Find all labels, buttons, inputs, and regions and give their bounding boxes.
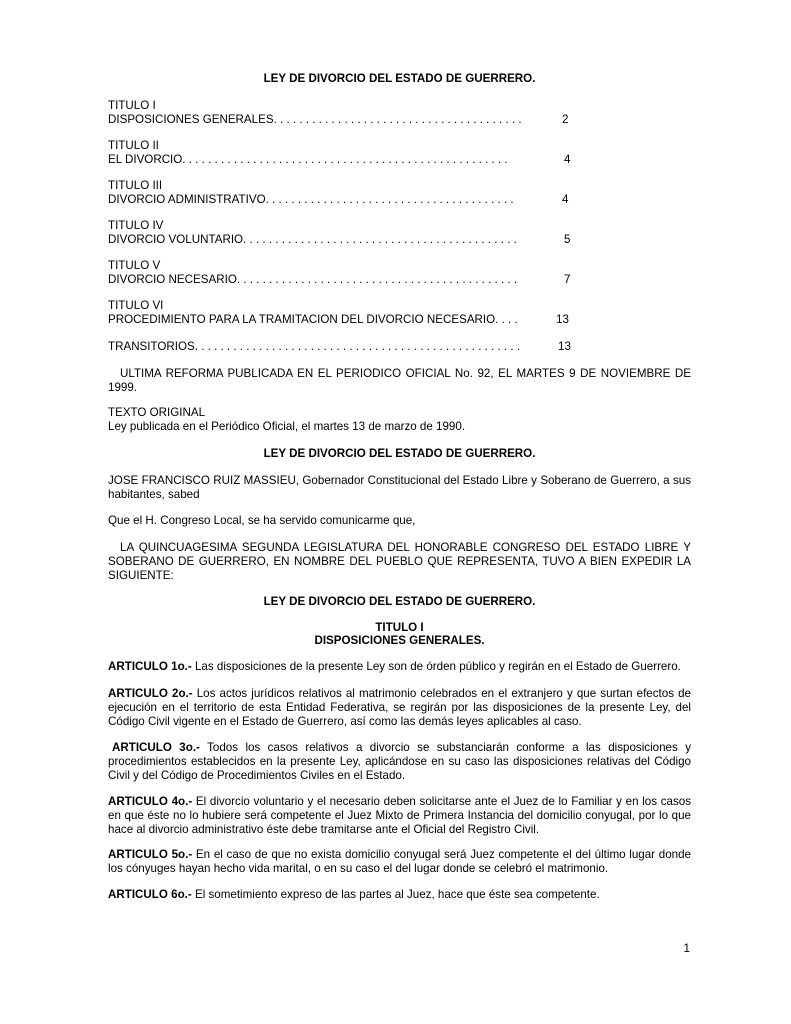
texto-original-text: Ley publicada en el Periódico Oficial, el martes 13 de marzo de 1990. <box>108 420 466 433</box>
toc-title: TITULO V <box>108 259 161 272</box>
toc-page-number: 4 <box>564 153 571 166</box>
toc-entry: PROCEDIMIENTO PARA LA TRAMITACION DEL DIVORCIO NECESARIO. . . . <box>108 313 518 326</box>
article-1 <box>108 660 691 674</box>
ultima-reforma-note: ULTIMA REFORMA PUBLICADA EN EL PERIODICO OFICIAL No. 92, EL MARTES 9 DE NOVIEMBRE DE 1999. <box>108 367 691 394</box>
titulo-subheading: DISPOSICIONES GENERALES. <box>314 634 485 647</box>
toc-entry: DIVORCIO VOLUNTARIO. . . . . . . . . . . . . . . . . . . . . . . . . . . . . . . . . . . . . . . . . . . <box>108 233 517 246</box>
article-label: ARTICULO 3o.- <box>112 741 200 754</box>
toc-page-number: 13 <box>556 313 569 326</box>
toc-page-number: 7 <box>564 273 571 286</box>
congress-paragraph: Que el H. Congreso Local, se ha servido comunicarme que, <box>108 514 416 527</box>
article-text: En el caso de que no exista domicilio conyugal será Juez competente el del último lugar donde los cónyuges hayan hecho vida marital, o en su caso el del lugar donde se celebró el matrimonio. <box>108 848 691 875</box>
article-label: ARTICULO 5o.- <box>108 848 193 861</box>
toc-entry-transitorios: TRANSITORIOS. . . . . . . . . . . . . . . . . . . . . . . . . . . . . . . . . . . . . . . . . . . . . . . . . . . <box>108 340 521 353</box>
texto-original-label: TEXTO ORIGINAL <box>108 406 206 419</box>
toc-entry: EL DIVORCIO. . . . . . . . . . . . . . . . . . . . . . . . . . . . . . . . . . . . . . . . . . . . . . . . . . . <box>108 153 508 166</box>
toc-entry: DISPOSICIONES GENERALES. . . . . . . . . . . . . . . . . . . . . . . . . . . . . . . . . . . . . . . <box>108 113 522 126</box>
article-text: El divorcio voluntario y el necesario deben solicitarse ante el Juez de lo Familiar y en los casos en que éste no lo hubiere será competente el Juez Mixto de Primera Instancia del domicilio conyugal, por lo que hace al divorcio administrativo éste debe tramitarse ante el Oficial del Registro Civil. <box>108 795 691 836</box>
legislature-paragraph: LA QUINCUAGESIMA SEGUNDA LEGISLATURA DEL HONORABLE CONGRESO DEL ESTADO LIBRE Y SOBERANO DE GUERRERO, EN NOMBRE DEL PUEBLO QUE REPRESENTA, TUVO A BIEN EXPEDIR LA SIGUIENTE: <box>108 541 691 582</box>
article-label: ARTICULO 2o.- <box>108 687 193 700</box>
article-text: Los actos jurídicos relativos al matrimonio celebrados en el extranjero y que surtan efectos de ejecución en el territorio de esta Entidad Federativa, se regirán por las disposiciones de la presente Ley, del Código Civil vigente en el Estado de Guerrero, así como las demás leyes aplicables al caso. <box>108 687 691 728</box>
toc-title: TITULO VI <box>108 299 164 312</box>
article-5 <box>108 848 691 876</box>
toc-page-number: 13 <box>558 340 571 353</box>
toc-title: TITULO IV <box>108 219 164 232</box>
toc-page-number: 5 <box>564 233 571 246</box>
document-title: LEY DE DIVORCIO DEL ESTADO DE GUERRERO. <box>263 72 536 85</box>
section-title: LEY DE DIVORCIO DEL ESTADO DE GUERRERO. <box>263 447 536 460</box>
governor-paragraph: JOSE FRANCISCO RUIZ MASSIEU, Gobernador Constitucional del Estado Libre y Soberano de Guerrero, a sus habitantes, sabed <box>108 474 691 501</box>
toc-title: TITULO I <box>108 99 156 112</box>
article-label: ARTICULO 6o.- <box>108 888 192 901</box>
toc-entry: DIVORCIO ADMINISTRATIVO. . . . . . . . . . . . . . . . . . . . . . . . . . . . . . . . . . . . . . . <box>108 193 514 206</box>
article-4 <box>108 795 691 837</box>
page-number: 1 <box>683 942 690 955</box>
toc-entry: DIVORCIO NECESARIO. . . . . . . . . . . . . . . . . . . . . . . . . . . . . . . . . . . . . . . . . . . . <box>108 273 518 286</box>
article-text: Las disposiciones de la presente Ley son de órden público y regirán en el Estado de Guerrero. <box>191 660 681 673</box>
article-3 <box>108 741 691 783</box>
titulo-heading: TITULO I <box>375 621 424 634</box>
article-label: ARTICULO 4o.- <box>108 795 193 808</box>
toc-page-number: 4 <box>562 193 569 206</box>
article-text: Todos los casos relativos a divorcio se substanciarán conforme a las disposiciones y procedimientos establecidos en la presente Ley, aplicándose en su caso las disposiciones relativas del Código Civil y del Código de Procedimientos Civiles en el Estado. <box>108 741 692 782</box>
article-label: ARTICULO 1o.- <box>108 660 192 673</box>
toc-title: TITULO II <box>108 139 159 152</box>
law-title: LEY DE DIVORCIO DEL ESTADO DE GUERRERO. <box>263 595 536 608</box>
article-2 <box>108 687 691 729</box>
article-6 <box>108 888 691 902</box>
article-text: El sometimiento expreso de las partes al Juez, hace que éste sea competente. <box>191 888 600 901</box>
toc-page-number: 2 <box>562 113 569 126</box>
toc-title: TITULO III <box>108 179 163 192</box>
